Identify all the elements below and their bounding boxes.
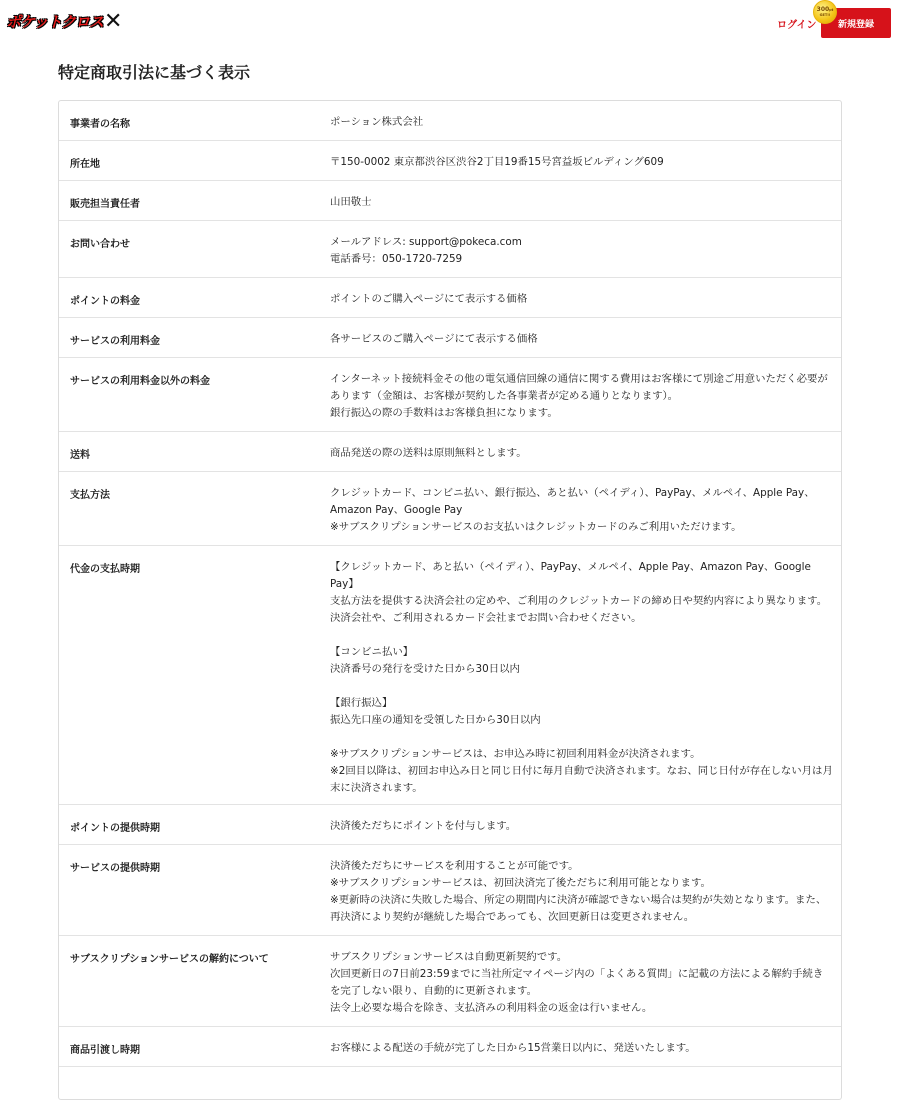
row-value [330, 318, 841, 357]
row-value-line: 銀行振込の際の手数料はお客様負担になります。 [330, 407, 558, 419]
row-value-line: 次回更新日の7日前23:59までに当社所定マイページ内の「よくある質問」に記載の方法による解約手続き [330, 968, 824, 980]
row-value-line: ポーション株式会社 [330, 116, 424, 128]
row-value-line: ※更新時の決済に失敗した場合、所定の期間内に決済が確認できない場合は契約が失効となります。また、 [330, 894, 827, 906]
bonus-coin-badge [813, 0, 837, 24]
row-label: ポイントの料金 [70, 296, 140, 307]
row-value-line: クレジットカード、コンビニ払い、銀行振込、あと払い（ペイディ）、PayPay、メルペイ、Apple Pay、 [330, 487, 815, 499]
row-value [330, 221, 841, 277]
row-value-line: ※2回目以降は、初回お申込み日と同じ日付に毎月自動で決済されます。なお、同じ日付が存在しない月は月 [330, 765, 833, 777]
site-logo[interactable] [6, 8, 121, 34]
row-value [330, 141, 841, 180]
row-value-line: 末に決済されます。 [330, 782, 423, 794]
table-row [59, 318, 841, 358]
table-row [59, 221, 841, 278]
table-row [59, 358, 841, 432]
login-link[interactable]: ログイン [777, 20, 817, 31]
row-value [330, 845, 841, 935]
row-value-line [330, 627, 833, 644]
row-value-line: ※サブスクリプションサービスは、お申込み時に初回利用料金が決済されます。 [330, 748, 701, 760]
table-row [59, 936, 841, 1027]
row-label: 商品引渡し時期 [70, 1045, 140, 1056]
row-value-line: 【クレジットカード、あと払い（ペイディ）、PayPay、メルペイ、Apple Pay、Amazon Pay、Google [330, 561, 811, 573]
page-title: 特定商取引法に基づく表示 [58, 63, 251, 82]
row-value-line: 決済後ただちにポイントを付与します。 [330, 820, 517, 832]
row-value [330, 432, 841, 471]
table-row [59, 278, 841, 318]
row-label: サービスの利用料金 [70, 336, 160, 347]
row-value-line: 支払方法を提供する決済会社の定めや、ご利用のクレジットカードの締め日や契約内容により異なります。 [330, 595, 828, 607]
row-label: お問い合わせ [70, 239, 130, 250]
row-label: 事業者の名称 [70, 119, 130, 130]
row-value [330, 181, 841, 220]
row-value-line: 【銀行振込】 [330, 697, 393, 709]
row-value-line: 振込先口座の通知を受領した日から30日以内 [330, 714, 541, 726]
table-row [59, 141, 841, 181]
table-row [59, 181, 841, 221]
row-value [330, 936, 841, 1026]
row-value [330, 278, 841, 317]
row-label: 販売担当責任者 [70, 199, 140, 210]
row-label: サービスの提供時期 [70, 863, 160, 874]
table-row [59, 1027, 841, 1067]
row-value-line: を完了しない限り、自動的に更新されます。 [330, 985, 537, 997]
row-value-line: ※サブスクリプションサービスのお支払いはクレジットカードのみご利用いただけます。 [330, 521, 742, 533]
row-value-line: メールアドレス: support@pokeca.com [330, 236, 522, 248]
row-value-line: インターネット接続料金その他の電気通信回線の通信に関する費用はお客様にて別途ご用意いただく必要が [330, 373, 828, 385]
row-value-line: 決済会社や、ご利用されるカード会社までお問い合わせください。 [330, 612, 642, 624]
row-value-line: 〒150-0002 東京都渋谷区渋谷2丁目19番15号宮益坂ビルディング609 [330, 156, 664, 168]
row-value-line: サブスクリプションサービスは自動更新契約です。 [330, 951, 568, 963]
row-value-line: 商品発送の際の送料は原則無料とします。 [330, 447, 527, 459]
row-label: 代金の支払時期 [70, 564, 140, 575]
row-value-line: 各サービスのご購入ページにて表示する価格 [330, 333, 538, 345]
row-label: 所在地 [70, 159, 100, 170]
row-value-line: Pay】 [330, 578, 359, 590]
row-label: 支払方法 [70, 490, 110, 501]
table-row [59, 546, 841, 805]
row-label: サブスクリプションサービスの解約について [70, 954, 269, 965]
site-header [0, 0, 900, 44]
table-row [59, 432, 841, 472]
row-value-line: 再決済により契約が継続した場合であっても、次回更新日は変更されません。 [330, 911, 695, 923]
row-value-line [330, 729, 833, 746]
table-row [59, 845, 841, 936]
row-value [330, 1027, 841, 1066]
register-button[interactable]: 新規登録 [821, 8, 891, 38]
row-value-line: 法令上必要な場合を除き、支払済みの利用料金の返金は行いません。 [330, 1002, 653, 1014]
row-value-line: ポイントのご購入ページにて表示する価格 [330, 293, 528, 305]
badge-amount: 300 [816, 6, 830, 13]
row-value-line: 【コンビニ払い】 [330, 646, 414, 658]
table-row [59, 101, 841, 141]
row-value-line [330, 678, 833, 695]
logo-x-icon: ✕ [103, 8, 122, 34]
row-value [330, 805, 841, 844]
badge-sub: GET!! [819, 13, 831, 17]
row-value [330, 101, 841, 140]
row-value-line: 決済番号の発行を受けた日から30日以内 [330, 663, 520, 675]
row-value [330, 472, 841, 545]
row-value-line: 電話番号：050-1720-7259 [330, 253, 463, 265]
row-value [330, 358, 841, 431]
row-value-line: Amazon Pay、Google Pay [330, 504, 463, 516]
row-label: ポイントの提供時期 [70, 823, 160, 834]
row-value-line: 決済後ただちにサービスを利用することが可能です。 [330, 860, 579, 872]
table-row [59, 805, 841, 845]
table-row [59, 472, 841, 546]
row-label: サービスの利用料金以外の料金 [70, 376, 210, 387]
row-value-line: ※サブスクリプションサービスは、初回決済完了後ただちに利用可能となります。 [330, 877, 711, 889]
row-value-line: 山田敬士 [330, 196, 372, 208]
row-label: 送料 [70, 450, 90, 461]
logo-text: ポケットクロス [6, 12, 103, 31]
row-value-line: あります（金額は、お客様が契約した各事業者が定める通りとなります）。 [330, 390, 679, 402]
row-value-line: お客様による配送の手続が完了した日から15営業日以内に、発送いたします。 [330, 1042, 696, 1054]
row-value [330, 546, 841, 804]
badge-unit: pt [829, 8, 834, 12]
legal-info-table [58, 100, 842, 1100]
